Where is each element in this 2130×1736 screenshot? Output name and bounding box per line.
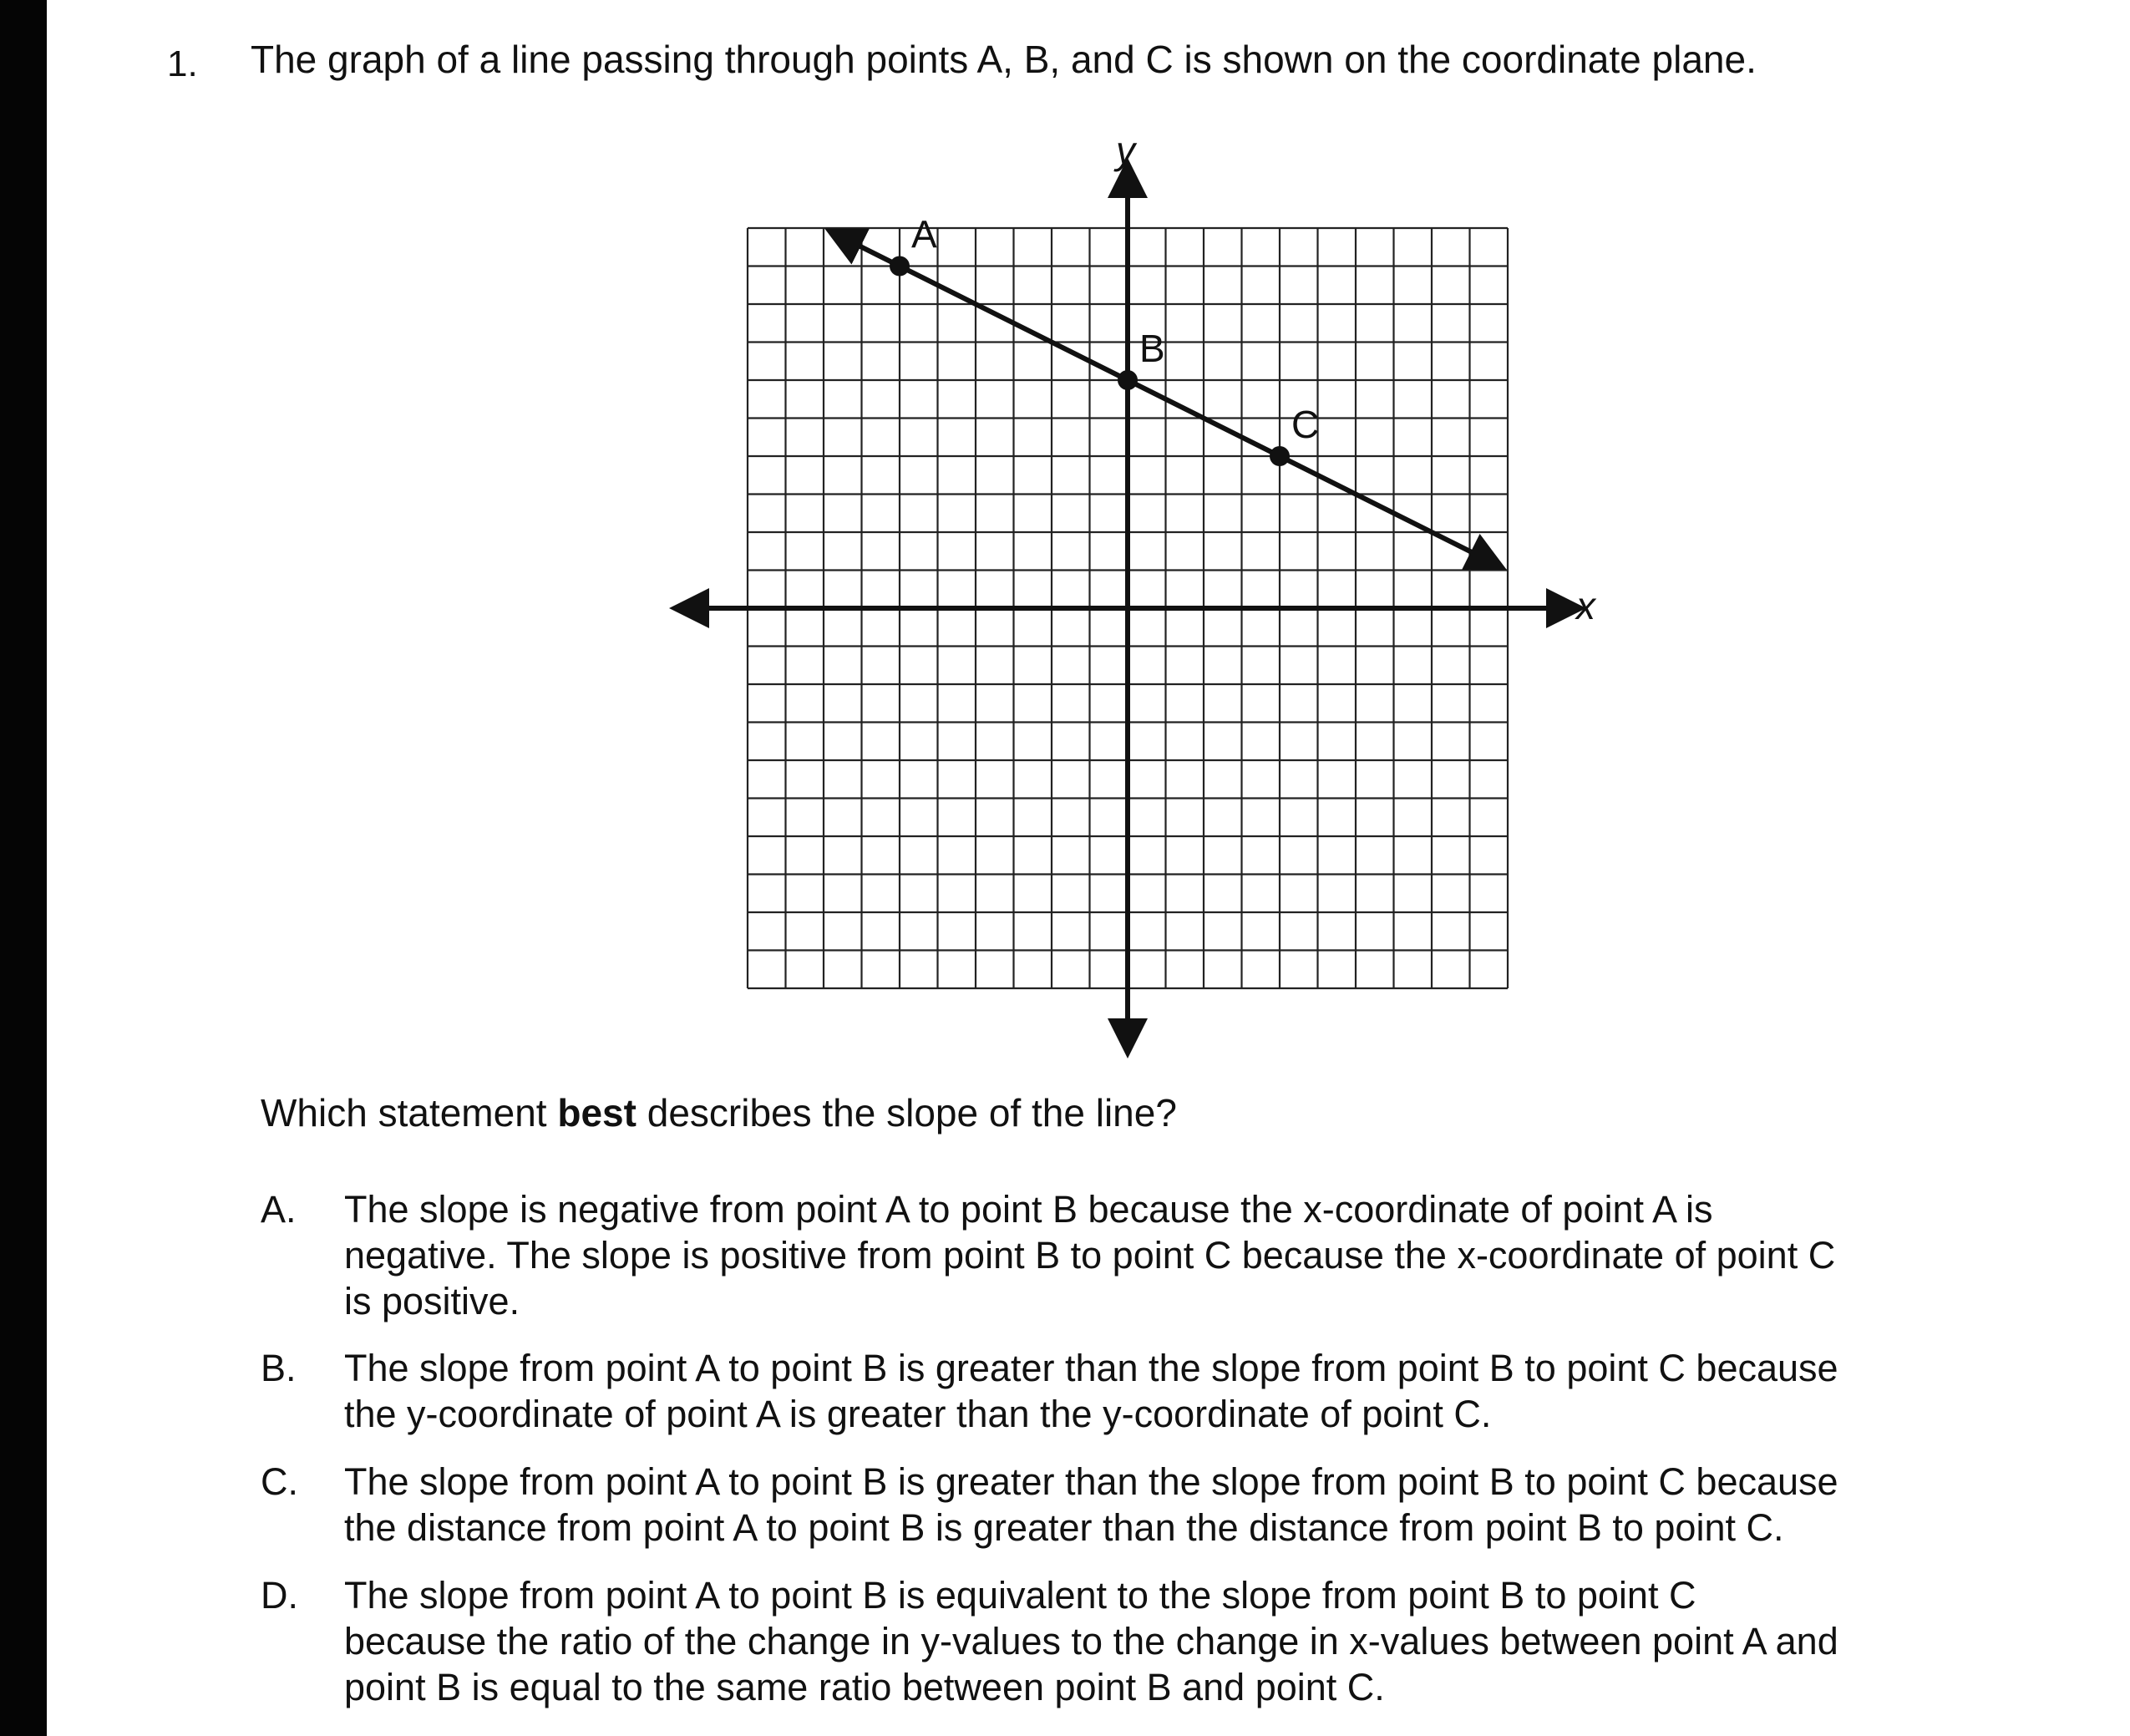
option-line: point B is equal to the same ratio between point B and point C. — [344, 1666, 1385, 1708]
x-axis-label: x — [1576, 584, 1595, 627]
option-text — [344, 1572, 2015, 1710]
point-label-a: A — [911, 212, 937, 256]
option-letter: C. — [261, 1460, 298, 1503]
option-text — [344, 1345, 2015, 1437]
option-text — [344, 1459, 2015, 1551]
option-line: negative. The slope is positive from point B to point C because the x-coordinate of point C — [344, 1234, 1836, 1277]
plotted-points — [890, 213, 1319, 467]
option-line: the y-coordinate of point A is greater than the y-coordinate of point C. — [344, 1393, 1492, 1435]
option-line: The slope is negative from point A to point B because the x-coordinate of point A is — [344, 1188, 1713, 1231]
question-text: The graph of a line passing through points A, B, and C is shown on the coordinate plane. — [251, 38, 1757, 81]
option-line: is positive. — [344, 1280, 520, 1322]
prompt-emphasis: best — [557, 1091, 636, 1134]
point-b — [1118, 370, 1138, 390]
prompt-post: describes the slope of the line? — [636, 1091, 1177, 1134]
question-prompt — [261, 1090, 1177, 1135]
question-number: 1. — [167, 43, 198, 84]
option-letter: A. — [261, 1188, 297, 1231]
point-label-c: C — [1291, 403, 1320, 446]
option-line: The slope from point A to point B is equivalent to the slope from point B to point C — [344, 1574, 1696, 1617]
option-line: because the ratio of the change in y-values to the change in x-values between point A and — [344, 1620, 1838, 1662]
option-line: The slope from point A to point B is greater than the slope from point B to point C because — [344, 1347, 1838, 1389]
option-text — [344, 1186, 2015, 1324]
option-line: The slope from point A to point B is greater than the slope from point B to point C because — [344, 1460, 1838, 1503]
point-label-b: B — [1139, 327, 1165, 370]
point-c — [1270, 446, 1290, 466]
axes — [689, 178, 1566, 1038]
prompt-pre: Which statement — [261, 1091, 558, 1134]
option-line: the distance from point A to point B is greater than the distance from point B to point C. — [344, 1506, 1784, 1549]
option-letter: D. — [261, 1574, 298, 1617]
point-a — [890, 256, 910, 277]
option-letter: B. — [261, 1347, 297, 1389]
y-axis-label: y — [1116, 129, 1135, 172]
